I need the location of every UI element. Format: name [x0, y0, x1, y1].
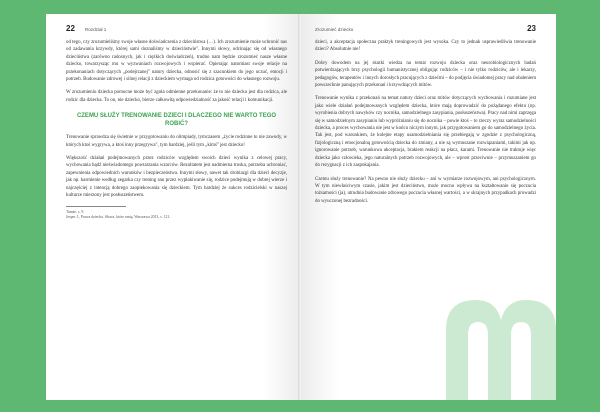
left-page [46, 14, 301, 400]
body-paragraph: Trenowanie sprawdza się świetnie w przygotowaniu do olimpiady, tymczasem „życie rodzinne to nie zawody, w których ktoś wygrywa, a ktoś inny przegrywa", tym bardziej, jeśli tym „kimś" jest dziecko! [66, 135, 287, 148]
left-page-header [66, 24, 287, 33]
right-page-header [315, 24, 536, 33]
body-paragraph: Czemu służy trenowanie? Na pewno nie służy dziecku – ani w wymiarze rozwojowym, ani psychologicznym. W tym niewłaściwym czasie, jakim jest dzieciństwo, może mocno wpływa na kształtowanie się poczucia tożsamości (ja), utrudnia budowanie zdrowego poczucia własnej wartości, a w skrajnych przypadkach prowadzi do wyuczonej bezradności. [315, 176, 536, 204]
publisher-logo-watermark [426, 260, 556, 400]
body-paragraph: Większość działań podejmowanych przez rodziców względem swoich dzieci wynika z celowej pracy, wychowania bądź nieświadomego powtarzania wzorców. Rezultatem jest nadmierna troska, potrzeba uchroniać, zapewnienia odpowiednich warunków i bezpieczeństwa. Innymi słowy, nawet tak drobiazgi dla dzieci decyzje, jak np. karmienie według zegarka czy trening snu przez wypłakiwanie się, rodzice podejmują w dobrej wierze i najczęściej z intencją dobrego zaopiekowania się dzieckiem. Tym bardziej że sukces rodzicielski w naszej kulturze mierzony jest posłuszeństwem. [66, 156, 287, 199]
page-number: 23 [527, 24, 536, 33]
running-head: Rozdział 1 [84, 27, 107, 32]
body-paragraph: W zrozumieniu dziecka pomocne może być zgoła odmienne przekonanie: że to nie dziecko jest dla rodzica, ale rodzic dla dziecka. To on, nie dziecko, bierze całkowitą odpowiedzialność za jakość relacji i komunikacji. [66, 90, 287, 103]
body-paragraph: od tego, czy zrozumieliśmy swoje własne doświadczenia z dzieciństwa (…). Ich zrozumienie może uchronić nas od zadawania krzywdy, której sami doznaliśmy w dzieciństwie". Innymi słowy, odcinając się od własnego dzieciństwa (zarówno radosnych, jak i ciężkich doświadczeń), trudno nam będzie zrozumieć nasze własne dziecko, towarzysząc mu w wyzwaniach rozwojowych i wspierać. Opierając natomiast swoje relacje na przekonaniach dotyczących „podejrzanej" natury dziecka, odnosić się z szacunkiem do jego uczuć, emocji i potrzeb. Budowanie zdrowej i silnej relacji z dzieckiem wymaga od rodzica gotowości do własnego rozwoju. [66, 40, 287, 83]
section-heading: CZEMU SŁUŻY TRENOWANIE DZIECI I DLACZEGO NIE WARTO TEGO ROBIĆ? [76, 113, 277, 128]
body-paragraph: Dobry dowodem na jej skutki wiedza na temat rozwoju dziecka oraz neurobiologicznych badań potwierdzających brzy psychologii humanistycznej obligując rodziców – i nie tylko rodziców, ale i lekarzy, pedagogów, terapeutów i innych dorosłych pracujących z dziećmi – do podjęcia świadomej pracy nad obaleniem powszechnie panujących przekonań i krzywdzących mitów. [315, 60, 536, 89]
footnote: Jesper J., Prawa dziecka. Słowa, które ranią, Warszawa 2013, s. 121. [66, 215, 171, 220]
body-paragraph: Trenowanie wynika z przekonań na temat natury dzieci oraz mitów dotyczących wychowania i rozumiane jest jako wiele działań podejmowanych względem dziecka, które mają doprowadzić do pożądanego efektu (np. wyrobienia dobrych nawyków czy nocnika, samodzielnego zasypiania, posłuszeństwa). Pracy nad nimi zaprzęga się w samodzielnym zasypianiu lub wypróżnianiu się do nocnika – powie ktoś – to rzeczy wyraz samodzielności dziecka, a proces wychowania nie jest w końcu niczym innym, jak przygotowaniem go do samodzielnego życia. Tak jest, pod warunkiem, że kolejne etapy usamodzielniania się przebiegają w zgodzie z psychologiczną, fizjologiczną i emocjonalną gotowością dziecka do zmiany, a nie są wymuszane rozwiązaniami, takimi jak np. ignorowanie potrzeb, warunkowa akceptacja, brakiem reakcji na płacz, karami. Trenowanie nie traktuje więc dziecka jako człowieka, jego naturalnych potrzeb rozwojowych, ale – wprost przeciwnie – przymuszaniem go do rezygnacji z ich zaspokajania. [315, 96, 536, 169]
body-paragraph: dzieci, a akceptacja społeczna praktyk treningowych jest wysoka. Czy to jednak usprawiedliwia trenowanie dzieci? Absolutnie nie! [315, 40, 536, 53]
footnote: Tamże, s. 9. [66, 209, 85, 214]
right-page [301, 14, 556, 400]
footnote-divider [66, 206, 126, 207]
open-book [46, 14, 556, 400]
running-head: Zrozumieć dziecko [315, 27, 354, 32]
page-number: 22 [66, 24, 75, 33]
